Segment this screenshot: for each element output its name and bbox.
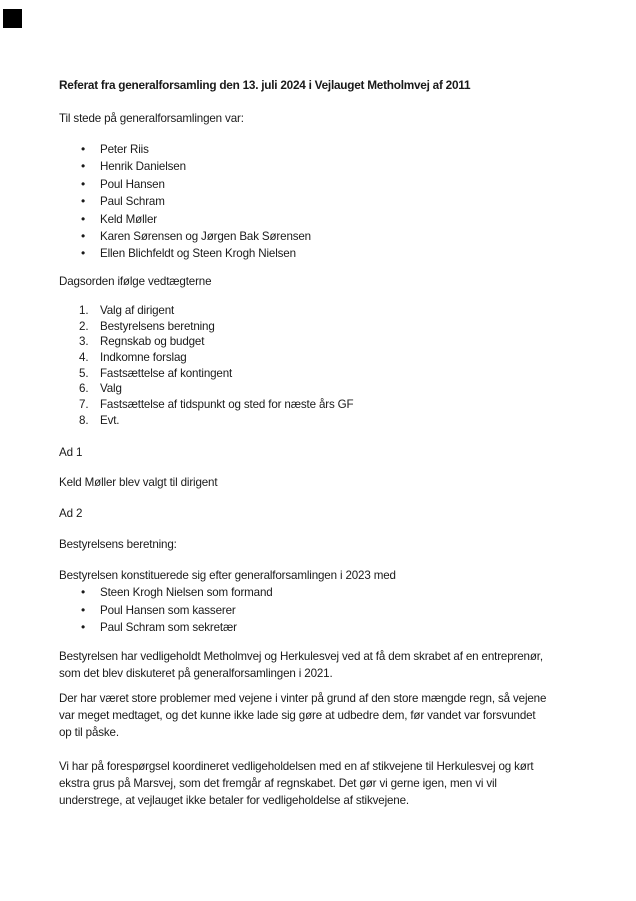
agenda-item: Regnskab og budget <box>100 335 205 349</box>
board-role-item: • Steen Krogh Nielsen som formand <box>59 584 584 601</box>
agenda-item: Valg af dirigent <box>100 303 175 317</box>
paragraph-line: ekstra grus på Marsvej, som det fremgår af regnskabet. Det gør vi gerne igen, men vi vil <box>59 776 497 790</box>
page-title: Referat fra generalforsamling den 13. juli 2024 i Vejlauget Metholmvej af 2011 <box>59 78 471 92</box>
cursor-block <box>3 9 22 28</box>
board-roles-list <box>59 584 584 636</box>
paragraph-line: op til påske. <box>59 725 119 739</box>
agenda-item: Indkomne forslag <box>100 350 187 364</box>
paragraph-line: Bestyrelsen har vedligeholdt Metholmvej og Herkulesvej ved at få dem skrabet af en entreprenør, <box>59 649 543 663</box>
section-label-ad1: Ad 1 <box>59 446 83 460</box>
dirigent-text: Keld Møller blev valgt til dirigent <box>59 476 218 490</box>
paragraph-line: Der har været store problemer med vejene i vinter på grund af den store mængde regn, så vejene <box>59 691 547 705</box>
agenda-heading: Dagsorden ifølge vedtægterne <box>59 274 212 288</box>
paragraph-line: Vi har på forespørgsel koordineret vedligeholdelsen med en af stikvejene til Herkulesvej og kørt <box>59 759 534 773</box>
attendee-item: • Paul Schram <box>59 193 584 210</box>
attendee-item: • Poul Hansen <box>59 176 584 193</box>
agenda-item: Evt. <box>100 413 120 427</box>
agenda-list <box>59 303 584 429</box>
attendee-item: • Karen Sørensen og Jørgen Bak Sørensen <box>59 228 584 245</box>
attendee-item: • Henrik Danielsen <box>59 158 584 175</box>
attendee-item: • Keld Møller <box>59 211 584 228</box>
body-paragraph <box>59 758 584 809</box>
beretning-heading: Bestyrelsens beretning: <box>59 538 177 552</box>
agenda-item: Fastsættelse af tidspunkt og sted for næste års GF <box>100 398 354 412</box>
paragraph-line: understrege, at vejlauget ikke betaler for vedligeholdelse af stikvejene. <box>59 793 409 807</box>
board-role-item: • Poul Hansen som kasserer <box>59 602 584 619</box>
attendees-intro: Til stede på generalforsamlingen var: <box>59 112 244 125</box>
body-paragraph <box>59 690 584 741</box>
attendee-item: • Ellen Blichfeldt og Steen Krogh Nielsen <box>59 245 584 262</box>
section-label-ad2: Ad 2 <box>59 507 83 521</box>
attendee-item: • Peter Riis <box>59 141 584 158</box>
constitution-intro: Bestyrelsen konstituerede sig efter generalforsamlingen i 2023 med <box>59 569 396 583</box>
body-paragraph <box>59 648 584 682</box>
agenda-item: Valg <box>100 382 122 396</box>
paragraph-line: var meget medtaget, og det kunne ikke lade sig gøre at udbedre dem, før vandet var forsvundet <box>59 708 536 722</box>
attendees-list <box>59 141 584 263</box>
agenda-item: Fastsættelse af kontingent <box>100 366 233 380</box>
agenda-item: Bestyrelsens beretning <box>100 319 215 333</box>
document-content <box>59 77 584 809</box>
board-role-item: • Paul Schram som sekretær <box>59 619 584 636</box>
paragraph-line: som det blev diskuteret på generalforsamlingen i 2021. <box>59 666 333 680</box>
